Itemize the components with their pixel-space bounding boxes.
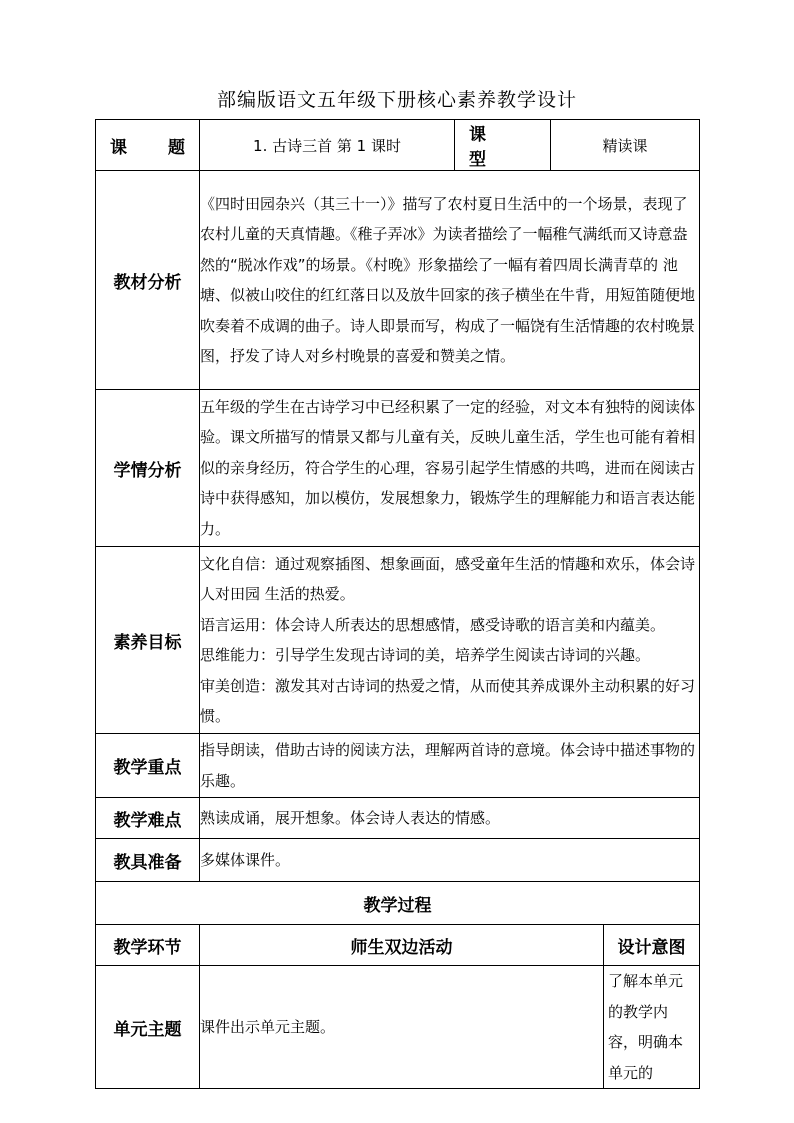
stage-cell: 单元主题 (96, 966, 200, 1089)
document-title: 部编版语文五年级下册核心素养教学设计 (216, 89, 577, 111)
material-label: 教材分析 (96, 171, 200, 390)
key-points-row (96, 734, 700, 798)
type-value: 精读课 (551, 120, 700, 171)
topic-value: 1. 古诗三首 第 1 课时 (200, 120, 455, 171)
activity-cell: 课件出示单元主题。 (200, 966, 604, 1089)
goals-list (200, 547, 700, 734)
material-row (96, 171, 700, 390)
difficulties-label: 教学难点 (96, 798, 200, 839)
intent-cell: 了解本单元的教学内容，明确本单元的 (604, 966, 700, 1089)
goals-label: 素养目标 (96, 547, 200, 734)
tools-row (96, 839, 700, 882)
material-text: 《四时田园杂兴（其三十一）》描写了农村夏日生活中的一个场景，表现了农村儿童的天真情趣。《稚子弄冰》为读者描绘了一幅稚气满纸而又诗意盎然的“脱冰作戏”的场景。《村晚》形象描绘了一幅有着四周长满青草的 池塘、似被山咬住的红红落日以及放牛回家的孩子横坐在牛背，用短笛随便地吹奏着不成调的曲子。诗人即景而写，构成了一幅饶有生活情趣的农村晚景图，抒发了诗人对乡村晚景的喜爱和赞美之情。 (200, 171, 700, 390)
process-header-row (96, 925, 700, 966)
students-row (96, 390, 700, 547)
tools-label: 教具准备 (96, 839, 200, 882)
goal-item: 思维能力：引导学生发现古诗词的美，培养学生阅读古诗词的兴趣。 (200, 646, 651, 664)
col-activity-header: 师生双边活动 (200, 925, 604, 966)
goal-item: 审美创造：激发其对古诗词的热爱之情，从而使其养成课外主动积累的好习惯。 (200, 676, 696, 725)
goal-item: 语言运用：体会诗人所表达的思想感情，感受诗歌的语言美和内蕴美。 (200, 615, 666, 634)
students-label: 学情分析 (96, 390, 200, 547)
tools-text: 多媒体课件。 (200, 839, 700, 882)
key-points-text: 指导朗读，借助古诗的阅读方法，理解两首诗的意境。体会诗中描述事物的乐趣。 (200, 734, 700, 798)
students-text: 五年级的学生在古诗学习中已经积累了一定的经验，对文本有独特的阅读体验。课文所描写的情景又都与儿童有关，反映儿童生活，学生也可能有着相似的亲身经历，符合学生的心理，容易引起学生情感的共鸣，进而在阅读古诗中获得感知，加以模仿，发展想象力，锻炼学生的理解能力和语言表达能力。 (200, 390, 700, 547)
table-row (96, 966, 700, 1089)
type-label: 课 型 (455, 120, 551, 171)
col-stage-header: 教学环节 (96, 925, 200, 966)
key-points-label: 教学重点 (96, 734, 200, 798)
col-intent-header: 设计意图 (604, 925, 700, 966)
goals-row (96, 547, 700, 734)
lesson-plan-table (95, 119, 700, 1089)
difficulties-row (96, 798, 700, 839)
goal-item: 文化自信：通过观察插图、想象画面，感受童年生活的情趣和欢乐，体会诗人对田园 生活的热爱。 (200, 554, 696, 603)
difficulties-text: 熟读成诵，展开想象。体会诗人表达的情感。 (200, 798, 700, 839)
topic-row (96, 120, 700, 171)
process-title: 教学过程 (96, 882, 700, 925)
process-title-row (96, 882, 700, 925)
topic-label: 课 题 (96, 120, 200, 171)
